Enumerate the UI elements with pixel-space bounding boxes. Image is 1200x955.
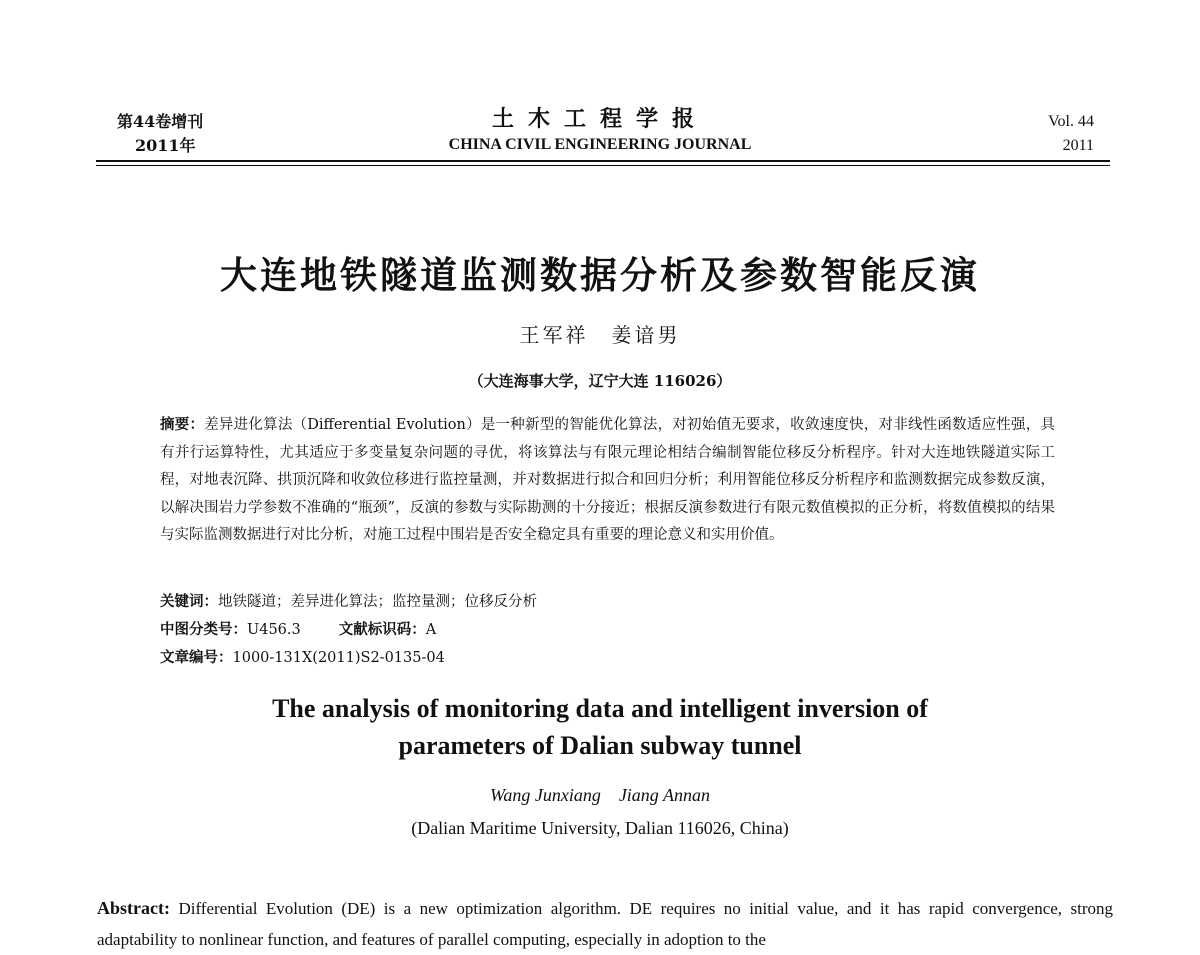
paper-title-en-line2: parameters of Dalian subway tunnel <box>398 731 802 760</box>
header-rule-thin <box>96 165 1110 166</box>
header-volume-cn: 第44卷增刊 <box>117 112 204 131</box>
journal-header <box>380 104 820 156</box>
article-number-value: 1000-131X(2011)S2-0135-04 <box>232 650 445 666</box>
article-number-line <box>160 646 1055 670</box>
keywords-line <box>160 590 1055 614</box>
paper-title-en <box>0 690 1200 764</box>
article-number-label: 文章编号： <box>160 650 233 666</box>
affiliation-cn: （大连海事大学，辽宁大连 116026） <box>468 372 732 390</box>
authors-en: Wang Junxiang Jiang Annan <box>490 785 710 805</box>
doc-code-label: 文献标识码： <box>338 622 426 638</box>
journal-title-cn: 土木工程学报 <box>491 106 708 132</box>
classification-value: U456.3 <box>247 622 301 638</box>
classification-label: 中图分类号： <box>160 622 247 638</box>
doc-code-value: A <box>425 622 437 638</box>
keywords-text: 地铁隧道；差异进化算法；监控量测；位移反分析 <box>218 594 537 610</box>
keywords-label: 关键词： <box>160 594 218 610</box>
header-volume-block <box>117 110 277 158</box>
header-volume-en: Vol. 44 <box>1048 113 1094 130</box>
journal-title-en: CHINA CIVIL ENGINEERING JOURNAL <box>448 136 752 153</box>
classification-line <box>160 618 1055 642</box>
paper-title-en-line1: The analysis of monitoring data and intelligent inversion of <box>272 694 928 723</box>
paper-title-cn: 大连地铁隧道监测数据分析及参数智能反演 <box>220 254 980 297</box>
abstract-cn-text: 差异进化算法（Differential Evolution）是一种新型的智能优化算法，对初始值无要求，收敛速度快，对非线性函数适应性强，具有并行运算特性，尤其适应于多变量复杂问题的寻优，将该算法与有限元理论相结合编制智能位移反分析程序。针对大连地铁隧道实际工程，对地表沉降、拱顶沉降和收敛位移进行监控量测，并对数据进行拟合和回归分析；利用智能位移反分析程序和监测数据完成参数反演，以解决围岩力学参数不准确的“瓶颈”，反演的参数与实际勘测的十分接近；根据反演参数进行有限元数值模拟的正分析，将数值模拟的结果与实际监测数据进行对比分析，对施工过程中围岩是否安全稳定具有重要的理论意义和实用价值。 <box>160 417 1055 544</box>
header-year-en: 2011 <box>1062 137 1094 154</box>
abstract-en <box>97 893 1113 955</box>
abstract-cn <box>160 412 1055 550</box>
header-year-cn: 2011年 <box>135 136 196 155</box>
abstract-en-text: Differential Evolution (DE) is a new optimization algorithm. DE requires no initial value, and it has rapid convergence, strong adaptability to nonlinear function, and features of parallel computing, especially in adoption to the <box>97 899 1114 949</box>
authors-cn: 王军祥 姜谙男 <box>519 323 681 347</box>
affiliation-en: (Dalian Maritime University, Dalian 116026, China) <box>411 818 789 838</box>
abstract-cn-label: 摘要： <box>160 417 205 433</box>
header-rule-thick <box>96 160 1110 162</box>
abstract-en-label: Abstract: <box>97 898 170 918</box>
header-volume-en-block <box>974 110 1094 158</box>
